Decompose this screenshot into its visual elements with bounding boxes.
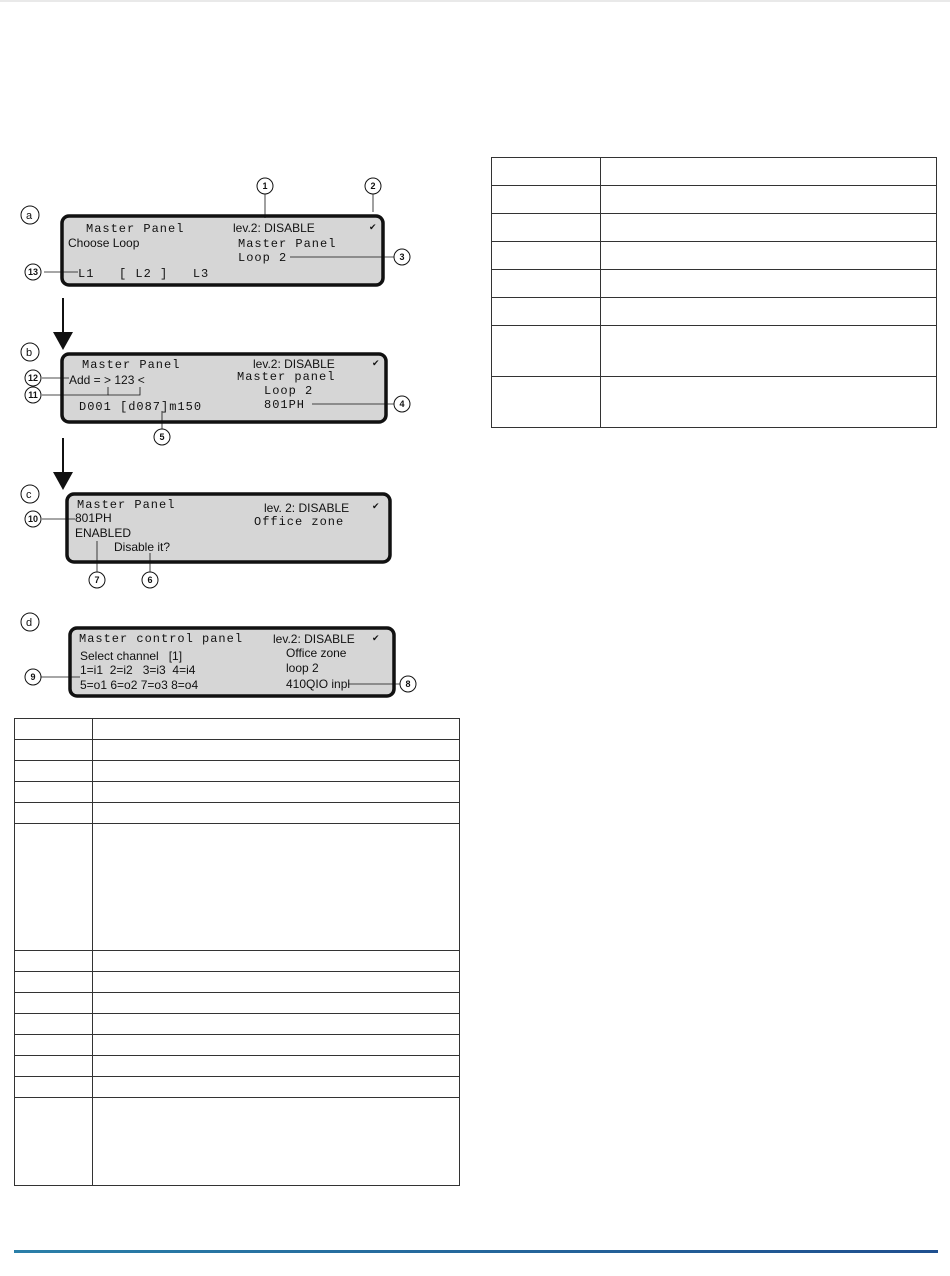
footer-accent-line <box>14 1250 938 1253</box>
table-row <box>492 186 937 214</box>
callout-9 <box>25 669 41 685</box>
lcd-screen-c <box>67 494 390 562</box>
lcd-a-line2-right: Master Panel <box>238 237 337 251</box>
lcd-a-line2-left: Choose Loop <box>68 236 140 250</box>
callout-12-number: 12 <box>27 373 39 383</box>
callout-8 <box>400 676 416 692</box>
lcd-d-line3-left: 1=i1 2=i2 3=i3 4=i4 <box>80 663 196 677</box>
lcd-procedure-figure <box>0 0 470 710</box>
table-row <box>15 803 460 824</box>
lcd-b-line2-left: Add = > 123 < <box>69 373 145 387</box>
table-row <box>492 298 937 326</box>
lcd-d-line2-right: Office zone <box>286 646 347 660</box>
callout-5 <box>154 429 170 445</box>
callout-7-number: 7 <box>94 575 100 585</box>
lcd-d-line4-left: 5=o1 6=o2 7=o3 8=o4 <box>80 678 199 692</box>
table-row <box>492 270 937 298</box>
table-header-row <box>15 719 460 740</box>
table-row <box>15 972 460 993</box>
table-header-row <box>492 158 937 186</box>
callout-1-number: 1 <box>262 181 268 191</box>
callout-description-table-left <box>14 718 460 1186</box>
lcd-c-line4-left: Disable it? <box>114 540 171 554</box>
table-row <box>15 1056 460 1077</box>
signal-icon: ✔ <box>372 633 380 643</box>
lcd-c-status: lev. 2: DISABLE <box>264 501 350 515</box>
callout-4 <box>394 396 410 412</box>
table-header-cell <box>601 158 937 186</box>
step-a-letter: a <box>26 210 33 222</box>
lcd-b-line3-right: Loop 2 <box>264 384 314 398</box>
table-row <box>492 242 937 270</box>
lcd-procedure-svg <box>0 0 470 710</box>
step-b-letter: b <box>26 347 33 359</box>
lcd-a-title: Master Panel <box>86 222 185 236</box>
callout-3 <box>394 249 410 265</box>
callout-2 <box>365 178 381 194</box>
lcd-b-line4-right: 801PH <box>264 398 306 412</box>
signal-icon: ✔ <box>372 501 380 511</box>
step-b-marker <box>21 343 39 361</box>
step-d-letter: d <box>26 617 33 629</box>
lcd-c-line3-left: ENABLED <box>75 526 132 540</box>
callout-8-number: 8 <box>405 679 411 689</box>
table-row <box>15 1098 460 1186</box>
callout-3-number: 3 <box>399 252 405 262</box>
signal-icon: ✔ <box>372 358 380 368</box>
callout-13-number: 13 <box>27 267 39 277</box>
callout-1 <box>257 178 273 194</box>
lcd-d-line3-right: loop 2 <box>286 661 319 675</box>
lcd-screen-b <box>62 354 386 422</box>
lcd-a-line4-left: L1 [ L2 ] L3 <box>78 267 210 281</box>
lcd-b-status: lev.2: DISABLE <box>253 357 335 371</box>
lcd-a-line3-right: Loop 2 <box>238 251 288 265</box>
callout-description-table-right <box>491 157 937 428</box>
signal-icon: ✔ <box>369 222 377 232</box>
lcd-screen-a <box>62 216 383 285</box>
table-row <box>15 1014 460 1035</box>
callout-2-number: 2 <box>370 181 376 191</box>
callout-6-number: 6 <box>147 575 153 585</box>
lcd-d-line2-left: Select channel [1] <box>80 649 183 663</box>
table-header-cell <box>93 719 460 740</box>
table-row <box>492 377 937 428</box>
table-row <box>15 740 460 761</box>
step-a-marker <box>21 206 39 224</box>
lcd-c-title: Master Panel <box>77 498 176 512</box>
callout-10-number: 10 <box>27 514 39 524</box>
table-header-cell <box>15 719 93 740</box>
callout-13 <box>25 264 41 280</box>
table-row <box>15 951 460 972</box>
lcd-b-line2-right: Master panel <box>237 370 336 384</box>
table-header-cell <box>492 158 601 186</box>
lcd-a-status: lev.2: DISABLE <box>233 221 315 235</box>
table-row <box>15 761 460 782</box>
table-row <box>15 1035 460 1056</box>
arrow-down-icon <box>53 298 73 350</box>
step-d-marker <box>21 613 39 631</box>
callout-10 <box>25 511 41 527</box>
callout-4-number: 4 <box>399 399 405 409</box>
step-c-marker <box>21 485 39 503</box>
callout-9-number: 9 <box>30 672 36 682</box>
table-row <box>15 1077 460 1098</box>
lcd-screen-d <box>70 628 394 696</box>
lcd-d-status: lev.2: DISABLE <box>273 632 355 646</box>
callout-11 <box>25 387 41 403</box>
callout-12 <box>25 370 41 386</box>
callout-7 <box>89 572 105 588</box>
lcd-c-line2-right: Office zone <box>254 515 345 529</box>
step-c-letter: c <box>26 489 32 501</box>
table-row <box>15 993 460 1014</box>
lcd-c-line2-left: 801PH <box>75 511 112 525</box>
lcd-d-title: Master control panel <box>79 632 244 646</box>
table-row <box>15 782 460 803</box>
arrow-down-icon <box>53 438 73 490</box>
table-row <box>492 326 937 377</box>
table-row <box>492 214 937 242</box>
callout-5-number: 5 <box>159 432 165 442</box>
table-row <box>15 824 460 951</box>
callout-6 <box>142 572 158 588</box>
lcd-b-line4-left: D001 [d087]m150 <box>79 400 203 414</box>
lcd-d-line4-right: 410QIO inpl <box>286 677 351 691</box>
callout-11-number: 11 <box>28 390 38 400</box>
lcd-b-title: Master Panel <box>82 358 181 372</box>
